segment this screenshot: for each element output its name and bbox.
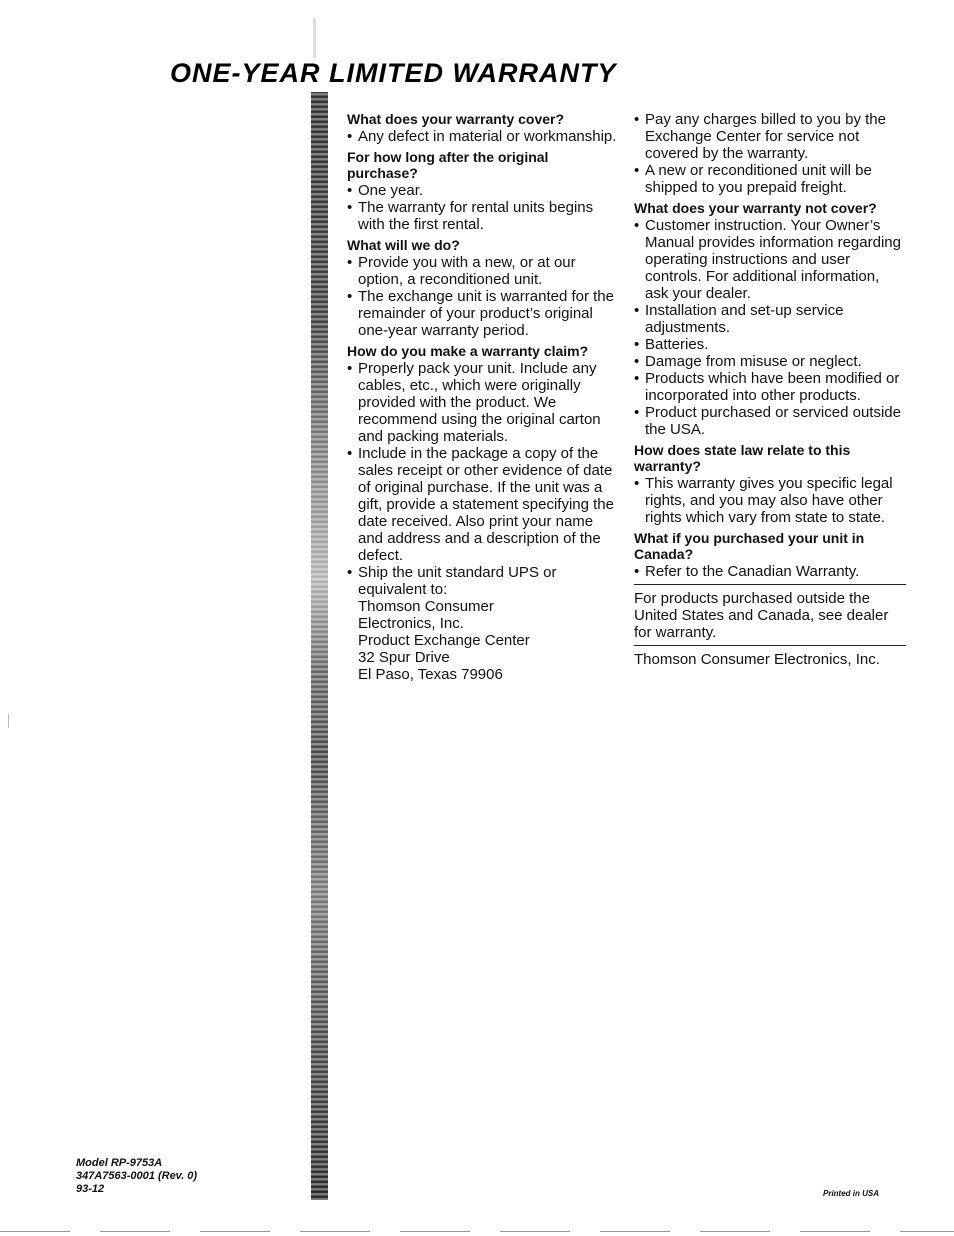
section-duration bbox=[347, 149, 622, 233]
list-item: • Customer instruction. Your Owner’s Manual provides information regarding operating instructions and user controls. For additional information, ask your dealer. bbox=[634, 217, 906, 302]
address-line: 32 Spur Drive bbox=[358, 649, 450, 666]
model-number: Model RP-9753A bbox=[76, 1157, 163, 1169]
list-item: • The warranty for rental units begins with the first rental. bbox=[347, 199, 622, 233]
scan-edge-line bbox=[0, 1231, 954, 1232]
question-heading: How does state law relate to this warranty? bbox=[634, 442, 851, 474]
list-item: • Include in the package a copy of the sales receipt or other evidence of date of original purchase. If the unit was a gift, provide a statement specifying the date received. Also print your name and address and a description of the defect. bbox=[347, 445, 622, 564]
section-state-law bbox=[634, 442, 906, 526]
list-item: • The exchange unit is warranted for the remainder of your product’s original one-year warranty period. bbox=[347, 288, 622, 339]
question-heading: What if you purchased your unit in Canada? bbox=[634, 530, 865, 562]
question-heading: What does your warranty not cover? bbox=[634, 200, 877, 216]
section-canada bbox=[634, 530, 906, 580]
list-item: • Damage from misuse or neglect. bbox=[634, 353, 906, 370]
section-coverage bbox=[347, 111, 622, 145]
list-item: • Provide you with a new, or at our option, a reconditioned unit. bbox=[347, 254, 622, 288]
date-code: 93-12 bbox=[76, 1183, 105, 1195]
list-item: • One year. bbox=[347, 182, 622, 199]
printed-in-usa: Printed in USA bbox=[823, 1189, 880, 1198]
scan-speck bbox=[8, 714, 9, 728]
address-line: Thomson Consumer bbox=[358, 598, 494, 615]
address-line: Electronics, Inc. bbox=[358, 615, 464, 632]
list-item: • Products which have been modified or incorporated into other products. bbox=[634, 370, 906, 404]
list-item: • Product purchased or serviced outside the USA. bbox=[634, 404, 906, 438]
section-claim bbox=[347, 343, 622, 683]
section-what-we-do bbox=[347, 237, 622, 339]
page-title: ONE-YEAR LIMITED WARRANTY bbox=[170, 58, 617, 88]
right-column bbox=[634, 111, 906, 668]
part-number: 347A7563-0001 (Rev. 0) bbox=[76, 1170, 198, 1182]
company-name: Thomson Consumer Electronics, Inc. bbox=[634, 651, 880, 668]
question-heading: How do you make a warranty claim? bbox=[347, 343, 589, 359]
question-heading: What does your warranty cover? bbox=[347, 111, 565, 127]
question-heading: What will we do? bbox=[347, 237, 460, 253]
divider bbox=[634, 584, 906, 585]
list-item: • Installation and set-up service adjustments. bbox=[634, 302, 906, 336]
address-line: El Paso, Texas 79906 bbox=[358, 666, 503, 683]
shipping-address bbox=[347, 598, 622, 683]
continued-list bbox=[634, 111, 906, 196]
list-item: • A new or reconditioned unit will be shipped to you prepaid freight. bbox=[634, 162, 906, 196]
scan-speck bbox=[313, 18, 316, 58]
list-item: • Refer to the Canadian Warranty. bbox=[634, 563, 906, 580]
list-item: • Batteries. bbox=[634, 336, 906, 353]
outside-us-note: For products purchased outside the United States and Canada, see dealer for warranty. bbox=[634, 590, 889, 641]
list-item: • Any defect in material or workmanship. bbox=[347, 128, 622, 145]
address-line: Product Exchange Center bbox=[358, 632, 530, 649]
list-item: • This warranty gives you specific legal rights, and you may also have other rights which vary from state to state. bbox=[634, 475, 906, 526]
list-item: • Pay any charges billed to you by the Exchange Center for service not covered by the warranty. bbox=[634, 111, 906, 162]
left-column bbox=[347, 111, 622, 683]
list-item: • Properly pack your unit. Include any cables, etc., which were originally provided with the product. We recommend using the original carton and packing materials. bbox=[347, 360, 622, 445]
section-not-covered bbox=[634, 200, 906, 438]
divider bbox=[634, 645, 906, 646]
list-item: • Ship the unit standard UPS or equivalent to: bbox=[347, 564, 622, 598]
question-heading: For how long after the original purchase? bbox=[347, 149, 549, 181]
footer-model-info bbox=[76, 1157, 197, 1196]
binding-strip bbox=[311, 92, 328, 1200]
